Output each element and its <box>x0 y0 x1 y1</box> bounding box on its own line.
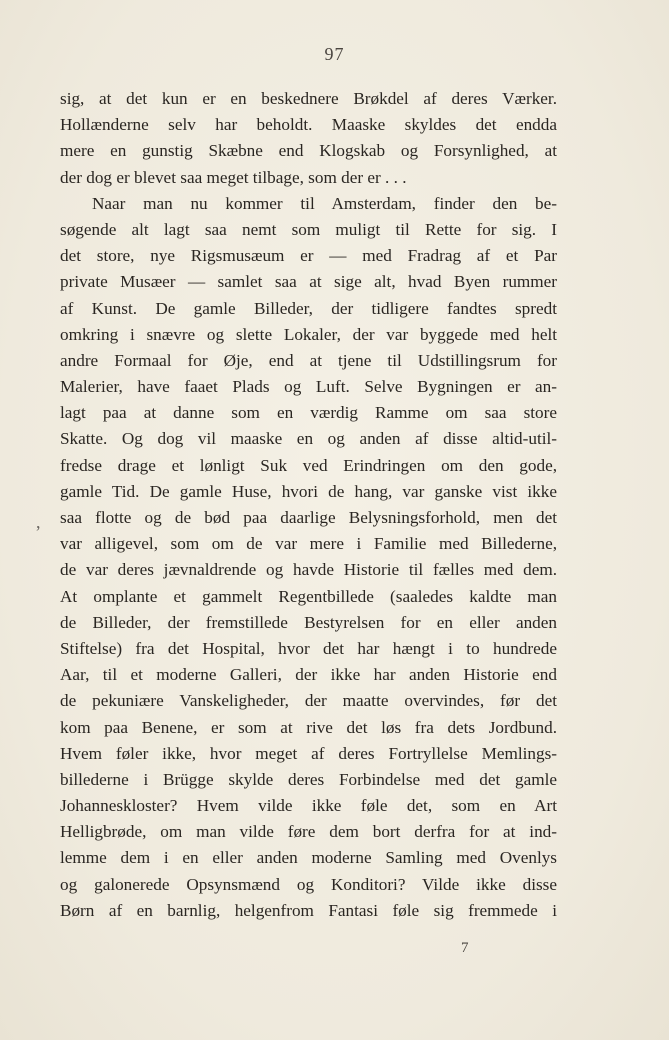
text-line: billederne i Brügge skylde deres Forbindelse med det gamle <box>60 769 557 789</box>
body-text <box>60 86 557 924</box>
text-line: At omplante et gammelt Regentbillede (saaledes kaldte man <box>60 586 557 606</box>
text-line: Aar, til et moderne Galleri, der ikke har anden Historie end <box>60 665 557 685</box>
margin-mark: , <box>36 512 41 532</box>
text-line: de pekuniære Vanskeligheder, der maatte overvindes, før det <box>60 691 557 711</box>
text-line: Johanneskloster? Hvem vilde ikke føle det, som en Art <box>60 796 557 816</box>
text-line: af Kunst. De gamle Billeder, der tidligere fandtes spredt <box>60 298 557 318</box>
text-line: sig, at det kun er en beskednere Brøkdel af deres Værker. <box>60 89 557 108</box>
text-line: søgende alt lagt saa nemt som muligt til Rette for sig. I <box>60 219 557 239</box>
text-line: fredse drage et lønligt Suk ved Erindringen om den gode, <box>60 455 557 475</box>
text-line: og galonerede Opsynsmænd og Konditori? Vilde ikke disse <box>60 874 557 894</box>
text-line: mere en gunstig Skæbne end Klogskab og Forsynlighed, at <box>60 141 557 161</box>
text-line: lagt paa at danne som en værdig Ramme om saa store <box>60 403 557 423</box>
text-line: Hvem føler ikke, hvor meget af deres Fortryllelse Memlings- <box>60 743 557 763</box>
text-line: Børn af en barnlig, helgenfrom Fantasi føle sig fremmede i <box>60 900 557 920</box>
text-line: Malerier, have faaet Plads og Luft. Selve Bygningen er an- <box>60 377 557 397</box>
text-line: de Billeder, der fremstillede Bestyrelsen for en eller anden <box>60 612 557 632</box>
text-line: gamle Tid. De gamle Huse, hvori de hang, var ganske vist ikke <box>60 481 557 501</box>
text-line: der dog er blevet saa meget tilbage, som der er . . . <box>60 167 407 187</box>
text-line: Naar man nu kommer til Amsterdam, finder den be- <box>92 193 557 213</box>
text-line: saa flotte og de bød paa daarlige Belysningsforhold, men det <box>60 508 557 527</box>
text-line: lemme dem i en eller anden moderne Samling med Ovenlys <box>60 848 557 868</box>
text-line: det store, nye Rigsmusæum er — med Fradrag af et Par <box>60 246 557 266</box>
text-line: de var deres jævnaldrende og havde Historie til fælles med dem. <box>60 560 557 580</box>
text-line: Skatte. Og dog vil maaske en og anden af disse altid-util- <box>60 429 557 449</box>
text-line: Stiftelse) fra det Hospital, hvor det har hængt i to hundrede <box>60 638 557 658</box>
text-line: andre Formaal for Øje, end at tjene til Udstillingsrum for <box>60 350 557 370</box>
text-line: Helligbrøde, om man vilde føre dem bort derfra for at ind- <box>60 822 557 842</box>
text-line: omkring i snævre og slette Lokaler, der var byggede med helt <box>60 324 557 344</box>
text-line: private Musæer — samlet saa at sige alt, hvad Byen rummer <box>60 272 557 292</box>
text-line: kom paa Benene, er som at rive det løs fra dets Jordbund. <box>60 717 557 737</box>
page-number: 97 <box>324 44 345 64</box>
text-line: Hollænderne selv har beholdt. Maaske skyldes det endda <box>60 115 557 135</box>
signature-mark: 7 <box>461 940 469 956</box>
text-line: var alligevel, som om de var mere i Familie med Billederne, <box>60 534 557 554</box>
